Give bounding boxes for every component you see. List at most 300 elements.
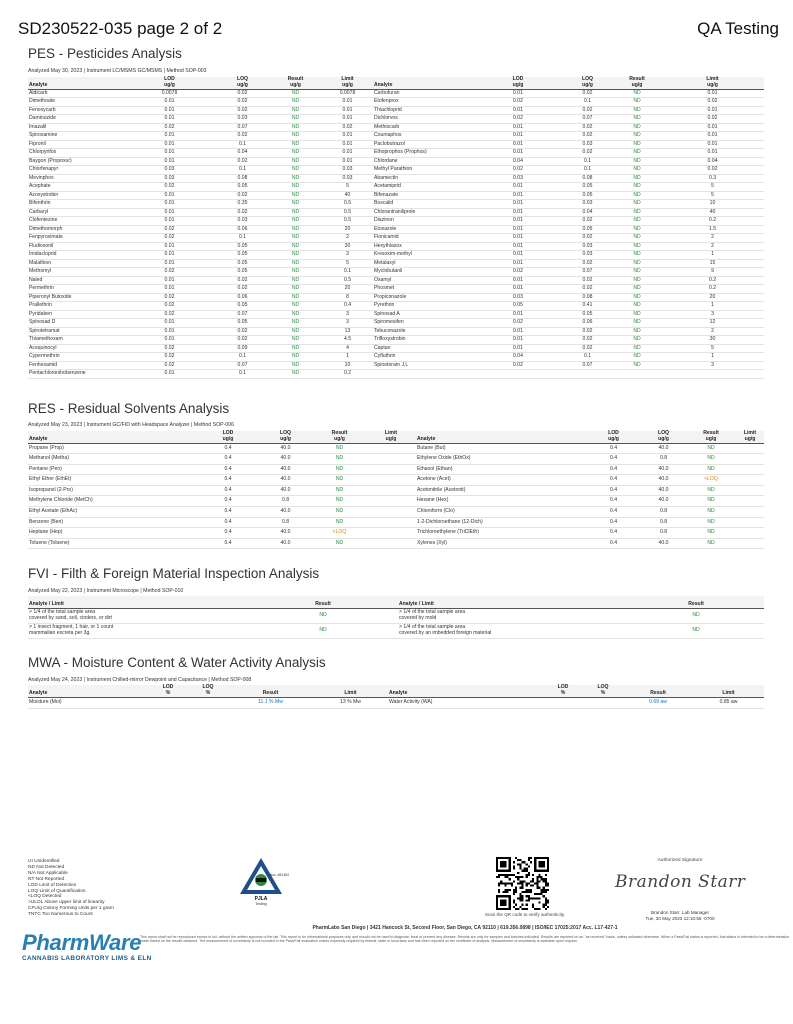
limit-cell: 0.02	[661, 115, 764, 124]
limit-cell: 0.2	[322, 370, 373, 379]
analyte-cell: > 1 insect fragment, 1 hair, or 1 count mammalian excreta per 3g.	[28, 623, 248, 638]
table-row	[28, 183, 764, 192]
col-result: Result ug/g	[613, 77, 661, 89]
lod-cell: 0.02	[123, 234, 216, 243]
limit-cell: 5	[322, 183, 373, 192]
analyte-cell: Dimethomorph	[28, 225, 123, 234]
lod-cell: 0.01	[123, 327, 216, 336]
result-cell: ND	[613, 132, 661, 141]
table-row	[28, 310, 764, 319]
table-row	[28, 443, 764, 454]
table-row	[28, 336, 764, 345]
analyte-cell: Mevinphos	[28, 174, 123, 183]
analyte-cell: Metalaxyl	[373, 259, 474, 268]
loq-cell: 0.04	[562, 208, 613, 217]
limit-cell: 4.5	[322, 336, 373, 345]
loq-cell: 0.02	[562, 327, 613, 336]
result-cell: ND	[269, 225, 322, 234]
lod-cell: 0.4	[198, 496, 258, 507]
table-row	[28, 208, 764, 217]
table-row	[28, 528, 764, 539]
loq-cell: 0.02	[562, 106, 613, 115]
col-result: Result	[623, 685, 693, 697]
col-limit: Limit ug/g	[661, 77, 764, 89]
result-cell: ND	[248, 623, 398, 638]
limit-cell: 4	[322, 344, 373, 353]
lod-cell: 0.01	[474, 225, 562, 234]
result-cell: ND	[613, 98, 661, 107]
analyte-cell: Butane (But)	[416, 443, 586, 454]
limit-cell	[736, 454, 764, 465]
lod-cell: 0.01	[474, 132, 562, 141]
result-cell: <LOQ	[686, 475, 736, 486]
analyte-cell: Acetone (Acet)	[416, 475, 586, 486]
result-cell: ND	[269, 191, 322, 200]
limit-cell	[366, 454, 416, 465]
svg-text:Acc. #81364: Acc. #81364	[270, 873, 289, 877]
loq-cell: 0.07	[562, 115, 613, 124]
analyte-cell: Dichlorvos	[373, 115, 474, 124]
result-cell: ND	[613, 166, 661, 175]
pes-meta: Analyzed May 30, 2023 | Instrument LC/MSMS GC/MSMS | Method SOP-003	[28, 68, 207, 74]
analyte-cell: Ethyl Acetate (EthAc)	[28, 507, 198, 518]
table-row	[28, 132, 764, 141]
result-cell: ND	[686, 538, 736, 549]
lod-cell: 0.4	[198, 454, 258, 465]
table-row	[28, 89, 764, 98]
analyte-cell	[373, 370, 474, 379]
analyte-cell: Ethanol (Ethan)	[416, 464, 586, 475]
loq-cell: 0.1	[216, 234, 269, 243]
result-cell: ND	[613, 268, 661, 277]
lod-cell: 0.02	[123, 123, 216, 132]
loq-cell: 0.02	[216, 132, 269, 141]
analyte-cell: Myclobutanil	[373, 268, 474, 277]
limit-cell: 20	[322, 285, 373, 294]
loq-cell: 0.41	[562, 302, 613, 311]
result-cell: ND	[269, 132, 322, 141]
loq-cell: 0.02	[562, 89, 613, 98]
result-cell: ND	[613, 327, 661, 336]
limit-cell: 40	[322, 191, 373, 200]
analyte-cell: Spirotetramat	[28, 327, 123, 336]
loq-cell: 0.02	[562, 344, 613, 353]
table-row	[28, 353, 764, 362]
table-row	[28, 123, 764, 132]
limit-cell: 1	[661, 353, 764, 362]
verification-qr-code[interactable]	[496, 857, 549, 910]
result-cell: ND	[628, 608, 764, 623]
analyte-cell: Permethrin	[28, 285, 123, 294]
analyte-cell: Fipronil	[28, 140, 123, 149]
col-analyte-limit: Analyte / Limit	[398, 596, 628, 608]
analyte-cell: Methomyl	[28, 268, 123, 277]
loq-cell: 40.0	[641, 496, 686, 507]
analyte-cell: Isopropanol (2-Pro)	[28, 485, 198, 496]
lod-cell: 0.4	[198, 443, 258, 454]
limit-cell	[736, 538, 764, 549]
table-row	[28, 251, 764, 260]
result-cell: ND	[686, 485, 736, 496]
loq-cell: 0.1	[562, 98, 613, 107]
result-cell: ND	[613, 251, 661, 260]
lod-cell: 0.01	[123, 200, 216, 209]
lod-cell: 0.05	[474, 302, 562, 311]
limit-cell: 10	[322, 361, 373, 370]
result-cell: <LOQ	[313, 528, 366, 539]
limit-cell	[366, 528, 416, 539]
result-cell: ND	[613, 310, 661, 319]
limit-cell: 30	[661, 336, 764, 345]
analyte-cell: Chlorantraniliprole	[373, 208, 474, 217]
loq-cell: 0.1	[216, 166, 269, 175]
limit-cell: 1	[322, 353, 373, 362]
analyte-cell: Acephate	[28, 183, 123, 192]
result-cell: ND	[613, 234, 661, 243]
col-analyte: Analyte	[388, 685, 543, 697]
loq-cell: 0.02	[216, 336, 269, 345]
result-cell: ND	[613, 276, 661, 285]
result-cell: ND	[269, 200, 322, 209]
analyte-cell: Benzene (Ben)	[28, 517, 198, 528]
result-cell: ND	[269, 217, 322, 226]
analyte-cell: Ethyl Ether (EthEt)	[28, 475, 198, 486]
lod-cell: 0.01	[123, 106, 216, 115]
analyte-cell: Dimethoate	[28, 98, 123, 107]
table-row	[28, 475, 764, 486]
lod-cell: 0.02	[123, 361, 216, 370]
limit-cell: 0.02	[661, 166, 764, 175]
lod-cell: 0.04	[474, 353, 562, 362]
col-lod: LOD ug/g	[123, 77, 216, 89]
res-meta: Analyzed May 23, 2023 | Instrument GC/FID with Headspace Analyzer | Method SOP-006	[28, 422, 234, 428]
limit-cell: 9	[661, 268, 764, 277]
loq-cell: 0.05	[562, 225, 613, 234]
limit-cell: 0.04	[661, 157, 764, 166]
limit-cell: 0.2	[661, 276, 764, 285]
lod-cell: 0.0078	[123, 89, 216, 98]
fvi-section-title: FVI - Filth & Foreign Material Inspection Analysis	[28, 566, 320, 581]
loq-cell: 0.03	[562, 200, 613, 209]
lod-cell	[543, 697, 583, 708]
loq-cell: 0.02	[562, 336, 613, 345]
result-cell: ND	[613, 344, 661, 353]
limit-cell	[366, 485, 416, 496]
table-row	[28, 166, 764, 175]
table-row	[28, 344, 764, 353]
analyte-cell: Spinetoram J,L	[373, 361, 474, 370]
analyte-cell: Propane (Prop)	[28, 443, 198, 454]
lod-cell: 0.02	[474, 98, 562, 107]
loq-cell: 0.02	[562, 234, 613, 243]
limit-cell: 3	[322, 251, 373, 260]
lod-cell: 0.02	[123, 310, 216, 319]
result-cell: 0.69 aw	[623, 697, 693, 708]
result-cell: ND	[269, 98, 322, 107]
col-limit: Limit	[313, 685, 388, 697]
analyte-cell: Aldicarb	[28, 89, 123, 98]
lod-cell: 0.01	[123, 98, 216, 107]
analyte-cell: Diazinon	[373, 217, 474, 226]
loq-cell: 40.0	[258, 454, 313, 465]
table-row	[28, 174, 764, 183]
limit-cell: 8	[322, 293, 373, 302]
result-cell: ND	[269, 123, 322, 132]
brand-name: PharmWare	[22, 930, 142, 955]
result-cell: ND	[313, 475, 366, 486]
result-cell: ND	[613, 285, 661, 294]
lod-cell: 0.01	[123, 140, 216, 149]
lod-cell: 0.01	[474, 123, 562, 132]
limit-cell	[736, 443, 764, 454]
result-cell: ND	[269, 293, 322, 302]
loq-cell: 40.0	[641, 464, 686, 475]
col-limit: Limit ug/g	[736, 431, 764, 443]
loq-cell: 0.03	[216, 115, 269, 124]
loq-cell: 40.0	[641, 475, 686, 486]
table-row	[28, 293, 764, 302]
loq-cell: 0.8	[641, 507, 686, 518]
limit-cell: 0.3	[661, 174, 764, 183]
loq-cell: 0.05	[216, 251, 269, 260]
lod-cell: 0.01	[123, 319, 216, 328]
svg-text:Testing: Testing	[255, 902, 267, 906]
analyte-cell: Chlorpyrifos	[28, 149, 123, 158]
loq-cell: 0.8	[641, 454, 686, 465]
loq-cell: 0.02	[216, 327, 269, 336]
result-cell: ND	[686, 443, 736, 454]
table-row	[28, 225, 764, 234]
table-row	[28, 464, 764, 475]
limit-cell: 30	[322, 242, 373, 251]
result-cell: ND	[313, 454, 366, 465]
analyte-cell: Trifloxystrobin	[373, 336, 474, 345]
table-row	[28, 98, 764, 107]
col-analyte: Analyte	[28, 685, 148, 697]
result-cell: ND	[613, 200, 661, 209]
loq-cell: 0.1	[216, 140, 269, 149]
svg-text:PJLA: PJLA	[254, 896, 268, 902]
table-row	[28, 697, 764, 708]
lod-cell: 0.01	[474, 242, 562, 251]
loq-cell: 0.02	[216, 285, 269, 294]
result-cell	[613, 370, 661, 379]
signer-block	[620, 910, 740, 921]
res-header-row	[28, 431, 764, 443]
col-analyte: Analyte	[373, 77, 474, 89]
table-row	[28, 302, 764, 311]
table-row	[28, 234, 764, 243]
lab-address: PharmLabs San Diego | 3421 Hancock St, Second Floor, San Diego, CA 92110 | 619.356.0898 | ISO/IEC 17025:2017 Acc. L17-427-1	[312, 925, 618, 931]
loq-cell: 40.0	[258, 507, 313, 518]
loq-cell: 0.05	[216, 268, 269, 277]
analyte-cell: Pentane (Pen)	[28, 464, 198, 475]
result-cell: ND	[613, 217, 661, 226]
lod-cell: 0.02	[474, 361, 562, 370]
pes-section-title: PES - Pesticides Analysis	[28, 46, 182, 61]
loq-cell: 0.07	[216, 310, 269, 319]
loq-cell: 0.1	[562, 157, 613, 166]
analyte-cell: Baygon (Propoxur)	[28, 157, 123, 166]
loq-cell: 0.8	[641, 528, 686, 539]
limit-cell: 0.03	[322, 174, 373, 183]
analyte-cell: Toluene (Toluene)	[28, 538, 198, 549]
col-loq: LOQ ug/g	[216, 77, 269, 89]
analyte-cell: Spinosad D	[28, 319, 123, 328]
lod-cell: 0.01	[123, 370, 216, 379]
analyte-cell: Imazalil	[28, 123, 123, 132]
limit-cell: 20	[661, 293, 764, 302]
abbreviation-legend	[28, 859, 114, 918]
loq-cell: 0.1	[562, 166, 613, 175]
result-cell: ND	[613, 319, 661, 328]
signed-date: Tue, 30 May 2023 12:10:55 -0700	[645, 915, 715, 921]
loq-cell: 40.0	[258, 464, 313, 475]
limit-cell: 0.01	[661, 106, 764, 115]
limit-cell: 2	[661, 234, 764, 243]
result-cell: ND	[269, 259, 322, 268]
loq-cell: 40.0	[258, 475, 313, 486]
limit-cell	[366, 507, 416, 518]
result-cell: ND	[269, 336, 322, 345]
lod-cell: 0.4	[586, 528, 641, 539]
analyte-cell: Clofentezine	[28, 217, 123, 226]
legend-item: <LOQ Detected	[28, 894, 62, 900]
limit-cell: 0.0078	[322, 89, 373, 98]
result-cell: ND	[613, 140, 661, 149]
col-lod: LOD ug/g	[198, 431, 258, 443]
col-result: Result ug/g	[686, 431, 736, 443]
fvi-meta: Analyzed May 22, 2023 | Instrument Microscope | Method SOP-010	[28, 588, 184, 594]
col-limit: Limit ug/g	[322, 77, 373, 89]
lod-cell: 0.4	[198, 517, 258, 528]
loq-cell: 0.1	[562, 353, 613, 362]
lod-cell: 0.01	[123, 208, 216, 217]
analyte-cell: Spiromesifen	[373, 319, 474, 328]
result-cell: ND	[269, 251, 322, 260]
analyte-cell: Malathion	[28, 259, 123, 268]
lod-cell: 0.4	[586, 507, 641, 518]
lod-cell: 0.02	[474, 166, 562, 175]
lod-cell: 0.01	[474, 259, 562, 268]
col-lod: LOD %	[543, 685, 583, 697]
table-row	[28, 157, 764, 166]
moisture-table	[28, 685, 764, 709]
col-limit: Limit	[693, 685, 764, 697]
page-header	[14, 19, 779, 41]
loq-cell: 0.02	[216, 106, 269, 115]
analyte-cell: Ethylene Oxide (EthOx)	[416, 454, 586, 465]
lod-cell: 0.02	[123, 302, 216, 311]
lod-cell: 0.01	[123, 242, 216, 251]
col-lod: LOD %	[148, 685, 188, 697]
col-result: Result ug/g	[269, 77, 322, 89]
analyte-cell: Spinosad A	[373, 310, 474, 319]
analyte-cell: Water Activity (WA)	[388, 697, 543, 708]
pjla-seal-logo	[232, 856, 290, 906]
table-row	[28, 517, 764, 528]
analyte-cell: Naled	[28, 276, 123, 285]
loq-cell: 0.1	[216, 370, 269, 379]
loq-cell: 0.02	[562, 276, 613, 285]
result-cell: ND	[269, 361, 322, 370]
col-analyte-limit: Analyte / Limit	[28, 596, 248, 608]
limit-cell: 0.01	[322, 157, 373, 166]
analyte-cell: Flonicamid	[373, 234, 474, 243]
lod-cell: 0.4	[586, 443, 641, 454]
table-row	[28, 285, 764, 294]
result-cell: ND	[613, 174, 661, 183]
analyte-cell: Imidacloprid	[28, 251, 123, 260]
limit-cell: 5	[661, 191, 764, 200]
result-cell: ND	[269, 344, 322, 353]
lod-cell: 0.01	[474, 140, 562, 149]
loq-cell: 0.05	[216, 183, 269, 192]
lod-cell: 0.02	[474, 115, 562, 124]
result-cell: ND	[269, 310, 322, 319]
result-cell: ND	[613, 106, 661, 115]
result-cell: ND	[613, 302, 661, 311]
legend-item: UI Unidentified	[28, 859, 60, 864]
table-row	[28, 485, 764, 496]
col-result: Result	[628, 596, 764, 608]
result-cell: ND	[686, 496, 736, 507]
col-result: Result	[248, 596, 398, 608]
limit-cell: 10	[661, 200, 764, 209]
lod-cell: 0.02	[123, 293, 216, 302]
loq-cell: 0.02	[562, 132, 613, 141]
col-loq: LOQ %	[188, 685, 228, 697]
limit-cell: 0.5	[322, 217, 373, 226]
legend-item: LOD Limit of Detection	[28, 882, 77, 888]
analyte-cell: Bifenazate	[373, 191, 474, 200]
loq-cell: 0.05	[216, 242, 269, 251]
lod-cell: 0.02	[123, 353, 216, 362]
lod-cell: 0.01	[474, 191, 562, 200]
limit-cell: 2	[322, 234, 373, 243]
limit-cell: 12	[661, 319, 764, 328]
result-cell: ND	[269, 285, 322, 294]
analyte-cell: Heptane (Hep)	[28, 528, 198, 539]
table-row	[28, 191, 764, 200]
limit-cell: 0.01	[661, 123, 764, 132]
analyte-cell: Chlorfenapyr	[28, 166, 123, 175]
loq-cell	[583, 697, 623, 708]
analyte-cell: Propiconazole	[373, 293, 474, 302]
analyte-cell: Chlordane	[373, 157, 474, 166]
analyte-cell: Spiroxamine	[28, 132, 123, 141]
limit-cell: 0.01	[322, 132, 373, 141]
limit-cell: 0.01	[661, 89, 764, 98]
legend-item: TNTC Too Numerous to Count	[28, 912, 93, 918]
lod-cell: 0.03	[474, 293, 562, 302]
result-cell: ND	[248, 608, 398, 623]
loq-cell: 0.05	[216, 259, 269, 268]
limit-cell: 0.01	[661, 132, 764, 141]
loq-cell: 0.02	[562, 259, 613, 268]
analyte-cell: Ethoprophos (Prophos)	[373, 149, 474, 158]
qr-caption: Scan the QR code to verify authenticity.	[484, 912, 566, 917]
lod-cell: 0.4	[586, 464, 641, 475]
result-cell: ND	[313, 517, 366, 528]
limit-cell: 0.01	[322, 98, 373, 107]
analyte-cell: 1-2-Dichloroethane (12-Dich)	[416, 517, 586, 528]
limit-cell: 20	[322, 225, 373, 234]
col-lod: LOD ug/g	[586, 431, 641, 443]
legend-item: LOQ Limit of Quantification	[28, 888, 86, 894]
analyte-cell: Tebuconazole	[373, 327, 474, 336]
loq-cell: 0.03	[562, 251, 613, 260]
